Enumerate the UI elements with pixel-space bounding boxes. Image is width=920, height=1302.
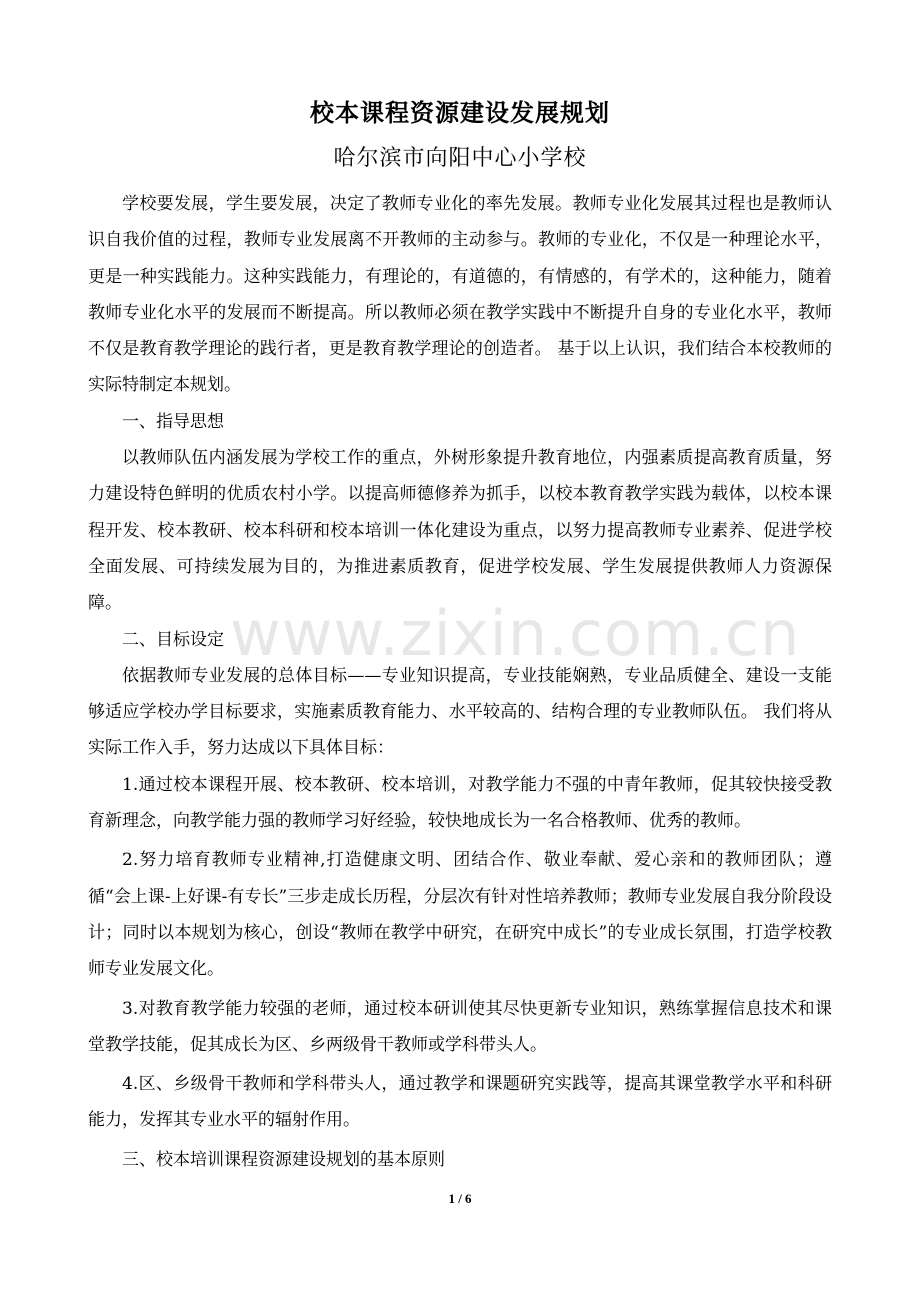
document-title: 校本课程资源建设发展规划 [310,98,610,127]
paragraph-goal-4: 4.区、乡级骨干教师和学科带头人，通过教学和课题研究实践等，提高其课堂教学水平和科研能力，发挥其专业水平的辐射作用。 [88,1074,832,1131]
section-heading-guiding-thought: 一、指导思想 [122,411,224,432]
paragraph-guiding-thought: 以教师队伍内涵发展为学校工作的重点，外树形象提升教育地位，内强素质提高教育质量，努力建设特色鲜明的优质农村小学。以提高师德修养为抓手，以校本教育教学实践为载体，以校本课程开发、校本教研、校本科研和校本培训一体化建设为重点，以努力提高教师专业素养、促进学校全面发展、可持续发展为目的，为推进素质教育，促进学校发展、学生发展提供教师人力资源保障。 [88,448,832,614]
paragraph-intro: 学校要发展，学生要发展，决定了教师专业化的率先发展。教师专业化发展其过程也是教师认识自我价值的过程，教师专业发展离不开教师的主动参与。教师的专业化，不仅是一种理论水平，更是一种实践能力。这种实践能力，有理论的，有道德的，有情感的，有学术的，这种能力，随着教师专业化水平的发展而不断提高。所以教师必须在教学实践中不断提升自身的专业化水平，教师不仅是教育教学理论的践行者，更是教育教学理论的创造者。 基于以上认识，我们结合本校教师的实际特制定本规划。 [88,194,832,396]
paragraph-goals-overview: 依据教师专业发展的总体目标——专业知识提高，专业技能娴熟，专业品质健全、建设一支能够适应学校办学目标要求，实施素质教育能力、水平较高的、结构合理的专业教师队伍。 我们将从实际工作入手，努力达成以下具体目标： [88,665,832,759]
paragraph-goal-1: 1.通过校本课程开展、校本教研、校本培训，对教学能力不强的中青年教师，促其较快接受教育新理念，向教学能力强的教师学习好经验，较快地成长为一名合格教师、优秀的教师。 [88,774,832,832]
section-heading-principles: 三、校本培训课程资源建设规划的基本原则 [122,1149,445,1170]
watermark: www.zixin.com.cn [230,597,801,670]
section-heading-goals: 二、目标设定 [122,629,224,650]
paragraph-goal-3: 3.对教育教学能力较强的老师，通过校本研训使其尽快更新专业知识，熟练掌握信息技术和课堂教学技能，促其成长为区、乡两级骨干教师或学科带头人。 [88,998,832,1055]
paragraph-goal-2: 2.努力培育教师专业精神,打造健康文明、团结合作、敬业奉献、爱心亲和的教师团队；遵循“会上课-上好课-有专长”三步走成长历程，分层次有针对性培养教师；教师专业发展自我分阶段设计；同时以本规划为核心，创设“教师在教学中研究，在研究中成长”的专业成长氛围，打造学校教师专业发展文化。 [88,850,832,980]
document-subtitle: 哈尔滨市向阳中心小学校 [333,146,587,171]
document-body [88,186,832,1178]
page-number: 1 / 6 [448,1191,472,1206]
